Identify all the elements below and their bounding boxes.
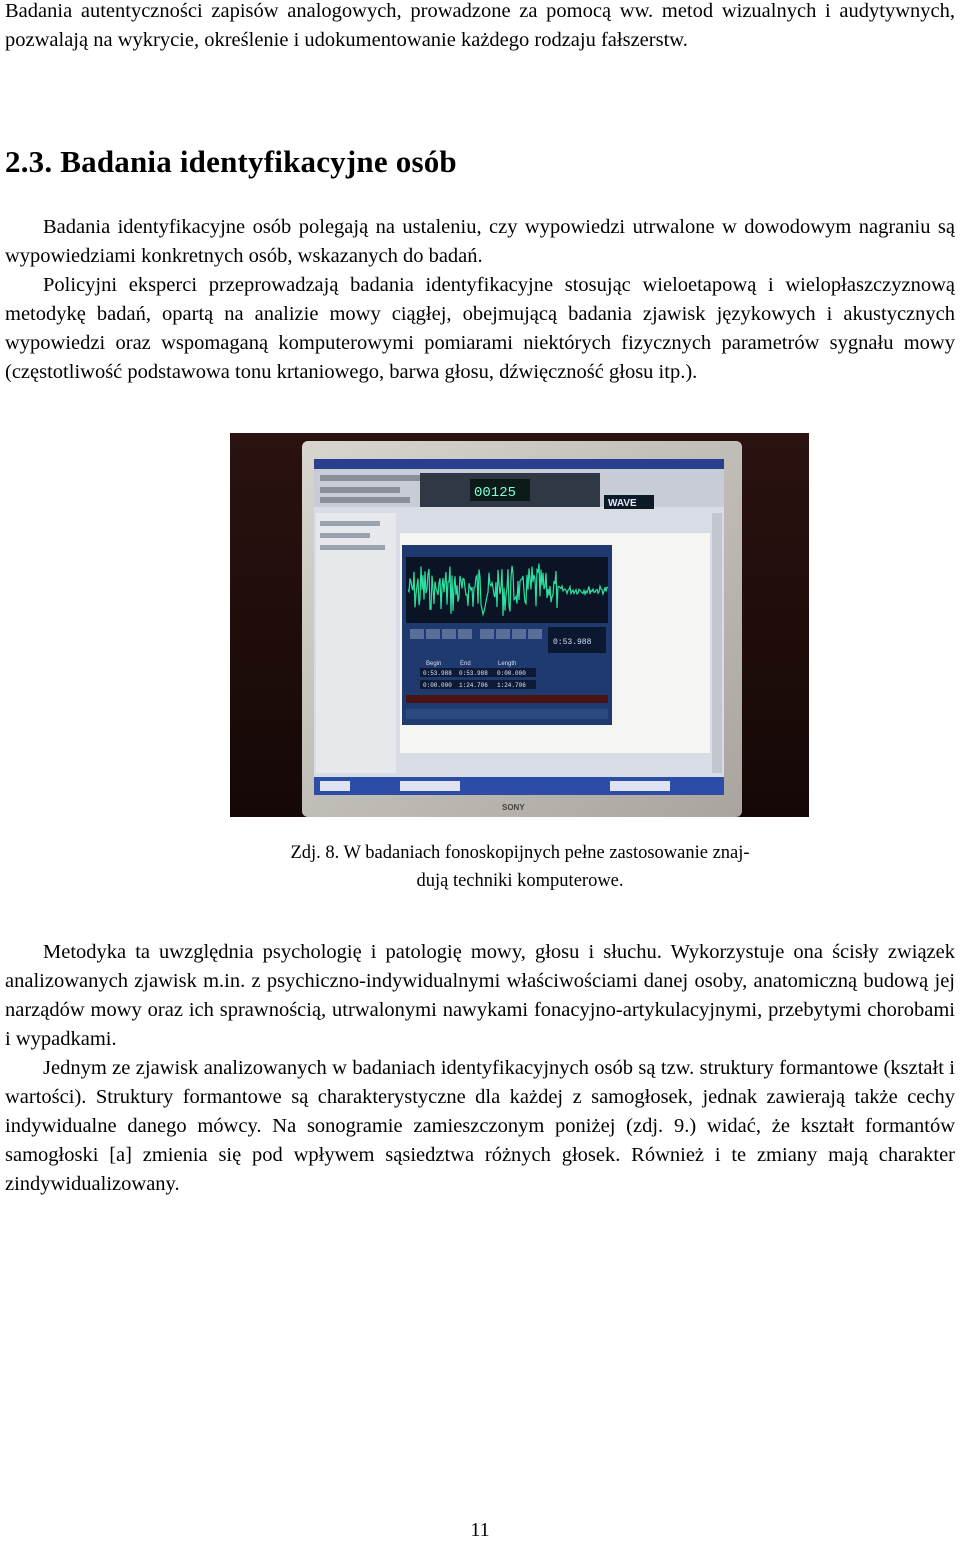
row1-end: 0:53.988 [459, 670, 488, 677]
figure-photo [230, 433, 809, 817]
monitor-photo-svg [230, 433, 809, 817]
wave-logo: WAVE [608, 498, 637, 509]
section-heading: 2.3. Badania identyfikacyjne osób [5, 144, 457, 179]
row2-length: 1:24.706 [497, 682, 526, 689]
row1-begin: 0:53.988 [423, 670, 452, 677]
paragraph-identification: Badania identyfikacyjne osób polegają na ustaleniu, czy wypowiedzi utrwalone w dowodowym nagraniu są wypowiedziami konkretnych osób, wskazanych do badań. [5, 216, 955, 267]
paragraph-methodology: Policyjni eksperci przeprowadzają badania identyfikacyjne stosując wieloetapową i wielopłaszczyznową metodykę badań, opartą na analizie mowy ciągłej, obejmującą badania zjawisk językowych i akustycznych wypowiedzi oraz wspomaganą komputerowymi pomiarami niektórych fizycznych parametrów sygnału mowy (częstotliwość podstawowa tonu krtaniowego, barwa głosu, dźwięczność głosu itp.). [5, 274, 955, 383]
monitor-brand: SONY [502, 803, 525, 812]
row1-length: 0:00.000 [497, 670, 526, 677]
end-label: End [460, 661, 471, 667]
length-label: Length [498, 661, 517, 667]
page-number: 11 [470, 1519, 490, 1541]
timer-display: 00125 [474, 485, 517, 501]
row2-end: 1:24.706 [459, 682, 488, 689]
paragraph-formants: Jednym ze zjawisk analizowanych w badaniach identyfikacyjnych osób są tzw. struktury formantowe (kształt i wartości). Struktury formantowe są charakterystyczne dla każdej z samogłosek, jednak zawierają także cechy indywidualne danego mówcy. Na sonogramie zamieszczonym poniżej (zdj. 9.) widać, że kształt formantów samogłoski [a] zmienia się pod wpływem sąsiedztwa różnych głosek. Również i te zmiany mają charakter zindywidualizowany. [5, 1057, 955, 1195]
position-readout: 0:53.988 [553, 638, 592, 647]
paragraph-psychology: Metodyka ta uwzględnia psychologię i patologię mowy, głosu i słuchu. Wykorzystuje ona ścisły związek analizowanych zjawisk m.in. z psychiczno-indywidualnymi właściwościami danej osoby, anatomiczną budową jej narządów mowy oraz ich sprawnością, utrwalonymi nawykami fonacyjno-artykulacyjnymi, przebytymi chorobami i wypadkami. [5, 941, 955, 1050]
caption-line-2: dują techniki komputerowe. [416, 871, 624, 891]
begin-label: Begin [426, 661, 442, 667]
caption-line-1: Zdj. 8. W badaniach fonoskopijnych pełne zastosowanie znaj- [290, 843, 750, 863]
row2-begin: 0:00.000 [423, 682, 452, 689]
figure-caption [200, 839, 840, 895]
intro-paragraph: Badania autentyczności zapisów analogowych, prowadzone za pomocą ww. metod wizualnych i audytywnych, pozwalają na wykrycie, określenie i udokumentowanie każdego rodzaju fałszerstw. [5, 0, 955, 51]
